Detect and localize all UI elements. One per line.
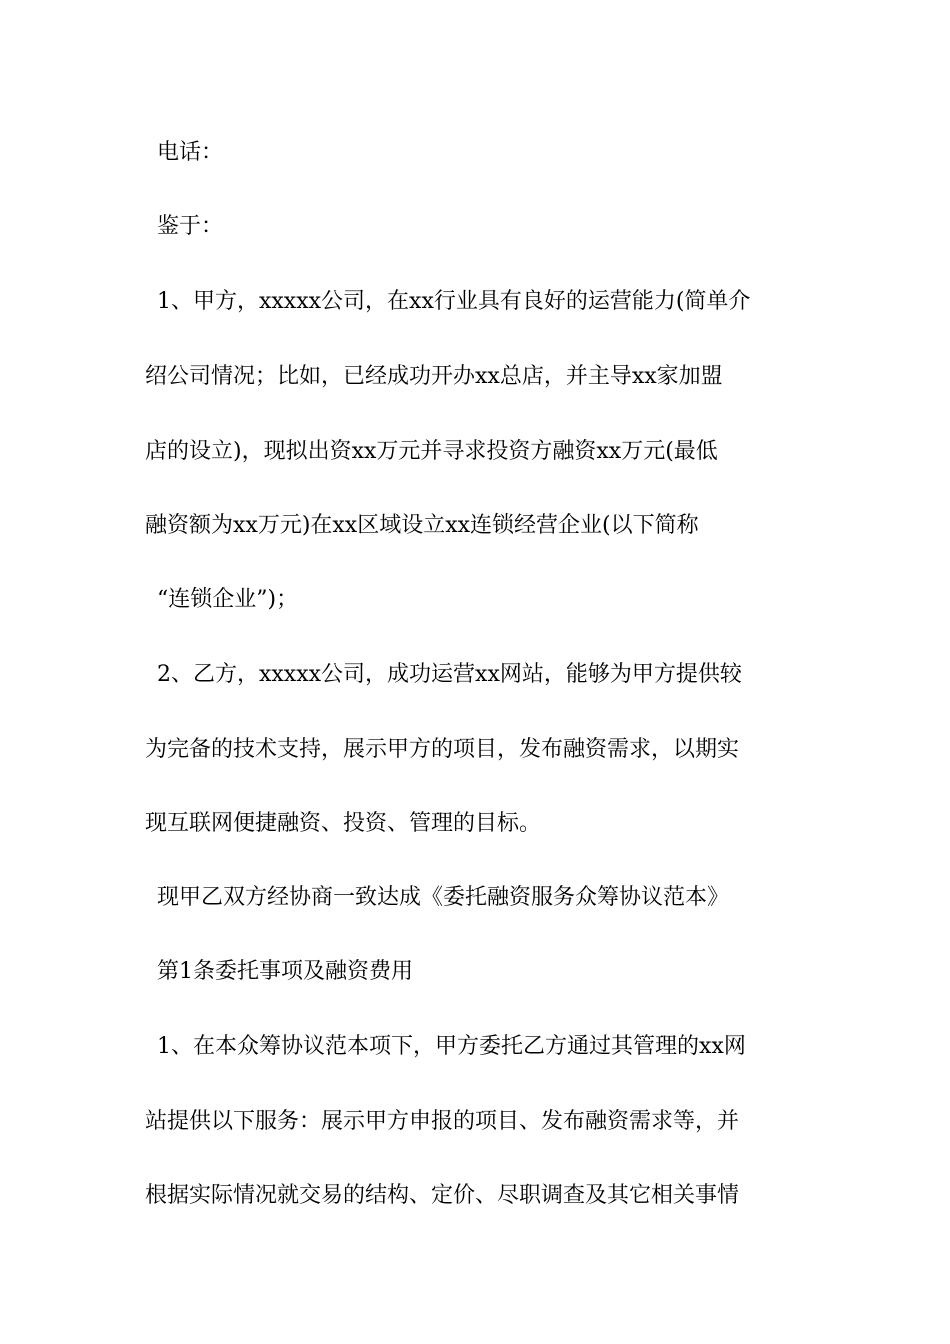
phone-label-line: 电话： xyxy=(157,140,224,165)
whereas-label-line: 鉴于： xyxy=(157,214,224,239)
paragraph-line: “连锁企业”)； xyxy=(157,587,299,612)
paragraph-line: 店的设立)，现拟出资xx万元并寻求投资方融资xx万元(最低 xyxy=(145,439,718,464)
agreement-line: 现甲乙双方经协商一致达成《委托融资服务众筹协议范本》 xyxy=(157,885,730,910)
paragraph-line: 融资额为xx万元)在xx区域设立xx连锁经营企业(以下简称 xyxy=(145,513,699,538)
paragraph-line: 站提供以下服务：展示甲方申报的项目、发布融资需求等，并 xyxy=(145,1109,740,1134)
section-heading: 第1条委托事项及融资费用 xyxy=(157,959,413,984)
paragraph-line: 现互联网便捷融资、投资、管理的目标。 xyxy=(145,811,542,836)
paragraph-line: 为完备的技术支持，展示甲方的项目，发布融资需求，以期实 xyxy=(145,737,740,762)
paragraph-line: 1、在本众筹协议范本项下，甲方委托乙方通过其管理的xx网 xyxy=(157,1034,746,1059)
paragraph-line: 1、甲方，xxxxx公司，在xx行业具有良好的运营能力(简单介 xyxy=(157,289,751,314)
paragraph-line: 根据实际情况就交易的结构、定价、尽职调查及其它相关事情 xyxy=(145,1183,740,1208)
paragraph-line: 2、乙方，xxxxx公司，成功运营xx网站，能够为甲方提供较 xyxy=(157,662,742,687)
paragraph-line: 绍公司情况；比如，已经成功开办xx总店，并主导xx家加盟 xyxy=(145,364,723,389)
